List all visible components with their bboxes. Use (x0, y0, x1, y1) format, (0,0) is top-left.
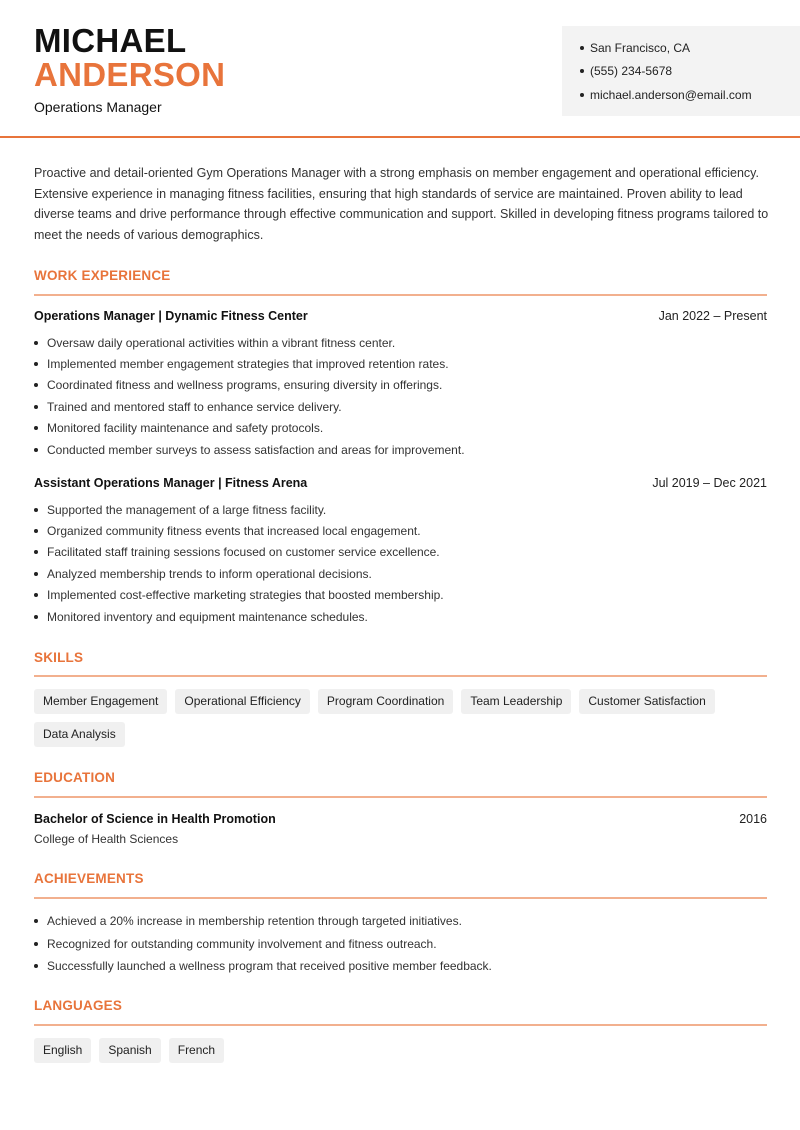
language-chip: Spanish (99, 1038, 160, 1063)
list-item (34, 439, 465, 460)
contact-box (562, 26, 800, 116)
list-item (34, 499, 444, 520)
bullet-icon (34, 341, 38, 345)
language-chip: English (34, 1038, 91, 1063)
list-item (34, 418, 465, 439)
bullet-text: Analyzed membership trends to inform operational decisions. (47, 566, 372, 581)
bullet-icon (34, 942, 38, 946)
bullet-text: Oversaw daily operational activities within a vibrant fitness center. (47, 335, 396, 350)
bullet-icon (34, 426, 38, 430)
bullet-icon (34, 383, 38, 387)
job-title: Operations Manager (34, 99, 162, 115)
skill-chip: Team Leadership (461, 689, 571, 714)
list-item (34, 585, 444, 606)
education-degree: Bachelor of Science in Health Promotion (34, 812, 276, 826)
list-item (34, 563, 444, 584)
bullet-icon (34, 919, 38, 923)
bullet-icon (34, 362, 38, 366)
list-item (34, 520, 444, 541)
bullet-text: Supported the management of a large fitness facility. (47, 502, 327, 517)
location-text: San Francisco, CA (590, 40, 691, 55)
bullet-text: Implemented member engagement strategies that improved retention rates. (47, 357, 449, 372)
job-heading: Operations Manager | Dynamic Fitness Center (34, 309, 308, 323)
bullet-text: Implemented cost-effective marketing strategies that boosted membership. (47, 588, 444, 603)
list-item (34, 910, 492, 933)
bullet-text: Achieved a 20% increase in membership retention through targeted initiatives. (47, 914, 462, 929)
job-bullets (34, 332, 465, 460)
bullet-text: Recognized for outstanding community involvement and fitness outreach. (47, 936, 437, 951)
bullet-icon (34, 448, 38, 452)
skill-chip: Customer Satisfaction (579, 689, 714, 714)
bullet-icon (34, 593, 38, 597)
bullet-text: Monitored inventory and equipment maintenance schedules. (47, 609, 368, 624)
section-title-education: EDUCATION (34, 770, 116, 785)
first-name: MICHAEL (34, 22, 187, 59)
bullet-text: Trained and mentored staff to enhance service delivery. (47, 399, 342, 414)
summary-paragraph: Proactive and detail-oriented Gym Operations Manager with a strong emphasis on member engagement and operational efficiency. Extensive experience in managing fitness facilities, ensuring that high standards of service are maintained. Proven ability to lead diverse teams and drive performance through effective communication and support. Skilled in developing fitness programs tailored to meet the needs of various demographics. (34, 166, 769, 242)
bullet-text: Monitored facility maintenance and safety protocols. (47, 421, 324, 436)
skills-list (34, 689, 774, 747)
bullet-text: Facilitated staff training sessions focused on customer service excellence. (47, 545, 440, 560)
list-item (34, 542, 444, 563)
bullet-icon (34, 964, 38, 968)
bullet-text: Successfully launched a wellness program that received positive member feedback. (47, 959, 492, 974)
bullet-icon (34, 405, 38, 409)
bullet-text: Organized community fitness events that increased local engagement. (47, 524, 421, 539)
education-school: College of Health Sciences (34, 832, 179, 846)
bullet-icon (34, 508, 38, 512)
skill-chip: Program Coordination (318, 689, 453, 714)
email-text: michael.anderson@email.com (590, 87, 752, 102)
list-item (34, 353, 465, 374)
bullet-text: Coordinated fitness and wellness programs, ensuring diversity in offerings. (47, 378, 443, 393)
section-title-work: WORK EXPERIENCE (34, 268, 171, 283)
contact-location (580, 36, 800, 60)
education-year: 2016 (739, 812, 767, 826)
languages-list (34, 1038, 774, 1063)
section-divider (34, 897, 767, 899)
achievements-list (34, 910, 492, 978)
section-divider (34, 1024, 767, 1026)
section-title-languages: LANGUAGES (34, 998, 123, 1013)
section-title-achievements: ACHIEVEMENTS (34, 871, 144, 886)
bullet-text: Conducted member surveys to assess satisfaction and areas for improvement. (47, 442, 465, 457)
bullet-icon (34, 529, 38, 533)
job-dates: Jan 2022 – Present (658, 309, 767, 323)
contact-phone (580, 60, 800, 84)
bullet-icon (580, 46, 584, 50)
list-item (34, 396, 465, 417)
phone-text: (555) 234-5678 (590, 64, 673, 79)
list-item (34, 955, 492, 978)
bullet-icon (580, 69, 584, 73)
job-dates: Jul 2019 – Dec 2021 (652, 476, 767, 490)
contact-email (580, 83, 800, 107)
skill-chip: Operational Efficiency (175, 689, 310, 714)
bullet-icon (34, 550, 38, 554)
job-bullets (34, 499, 444, 627)
section-divider (34, 675, 767, 677)
last-name: ANDERSON (34, 56, 226, 93)
resume-header (0, 0, 800, 138)
list-item (34, 606, 444, 627)
skill-chip: Data Analysis (34, 722, 125, 747)
job-entry-header (34, 476, 767, 490)
section-title-skills: SKILLS (34, 650, 84, 665)
language-chip: French (169, 1038, 224, 1063)
job-entry-header (34, 309, 767, 323)
section-divider (34, 294, 767, 296)
skill-chip: Member Engagement (34, 689, 167, 714)
section-divider (34, 796, 767, 798)
list-item (34, 332, 465, 353)
list-item (34, 933, 492, 956)
job-heading: Assistant Operations Manager | Fitness Arena (34, 476, 308, 490)
bullet-icon (34, 572, 38, 576)
list-item (34, 375, 465, 396)
bullet-icon (34, 615, 38, 619)
bullet-icon (580, 93, 584, 97)
